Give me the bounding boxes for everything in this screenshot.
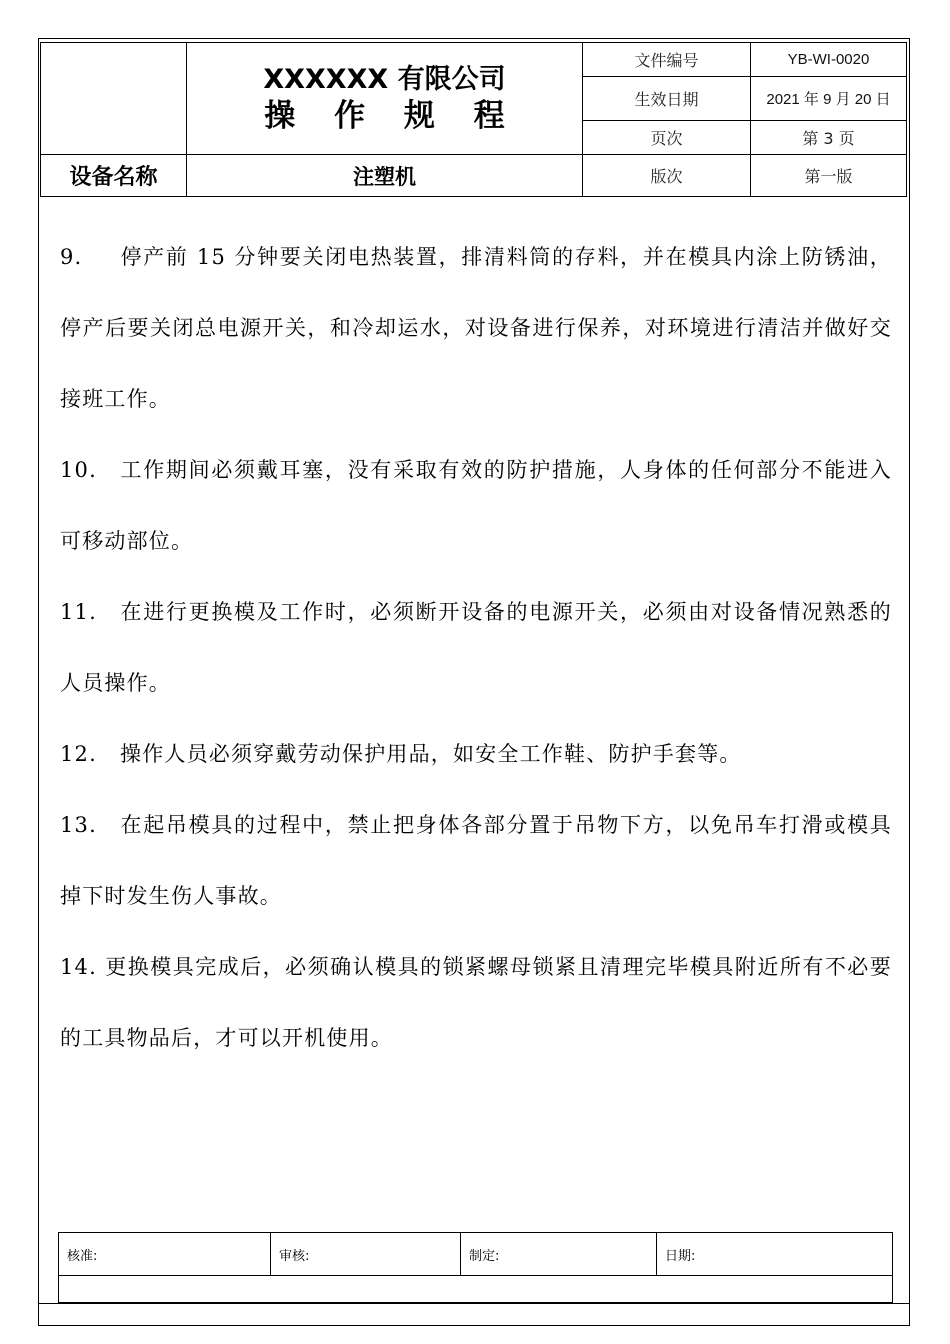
list-item [60, 932, 892, 1074]
approve-cell [59, 1233, 271, 1276]
item-number: 11. [60, 600, 97, 624]
logo-cell [41, 43, 187, 155]
item-number: 14. [60, 955, 97, 979]
equipment-label: 设备名称 [41, 155, 187, 197]
document-title: 操 作 规 程 [264, 97, 519, 134]
item-text: 停产前 15 分钟要关闭电热装置，排清料筒的存料，并在模具内涂上防锈油，停产后要关闭总电源开关，和冷却运水，对设备进行保养，对环境进行清洁并做好交接班工作。 [60, 245, 892, 411]
title-cell [187, 43, 583, 155]
file-number-value: YB-WI-0020 [751, 43, 907, 77]
signature-blank-row [59, 1276, 893, 1303]
date-label: 日期: [665, 1248, 696, 1264]
list-item [60, 435, 892, 577]
page-label: 页次 [583, 121, 751, 155]
item-text: 更换模具完成后，必须确认模具的锁紧螺母锁紧且清理完毕模具附近所有不必要的工具物品后，才可以开机使用。 [60, 955, 892, 1050]
item-number: 9. [60, 245, 83, 269]
list-item [60, 222, 892, 435]
review-label: 审核: [279, 1248, 310, 1264]
effective-date-label: 生效日期 [583, 77, 751, 121]
item-text: 在起吊模具的过程中，禁止把身体各部分置于吊物下方，以免吊车打滑或模具掉下时发生伤人事故。 [60, 813, 892, 908]
item-number: 10. [60, 458, 97, 482]
page-value: 第 3 页 [751, 121, 907, 155]
prepare-cell [461, 1233, 657, 1276]
company-name: XXXXXX 有限公司 [263, 63, 506, 95]
procedure-content [60, 222, 892, 1074]
equipment-name: 注塑机 [187, 155, 583, 197]
frame-bottom-rule [38, 1303, 910, 1304]
list-item [60, 577, 892, 719]
item-text: 工作期间必须戴耳塞，没有采取有效的防护措施，人身体的任何部分不能进入可移动部位。 [60, 458, 892, 553]
prepare-label: 制定: [469, 1248, 500, 1264]
signature-table [58, 1232, 893, 1303]
list-item [60, 790, 892, 932]
document-header-table [40, 42, 907, 197]
date-cell [657, 1233, 893, 1276]
version-value: 第一版 [751, 155, 907, 197]
item-text: 在进行更换模及工作时，必须断开设备的电源开关，必须由对设备情况熟悉的人员操作。 [60, 600, 892, 695]
list-item [60, 719, 892, 790]
item-number: 13. [60, 813, 97, 837]
item-number: 12. [60, 742, 97, 766]
effective-date-value: 2021 年 9 月 20 日 [751, 77, 907, 121]
version-label: 版次 [583, 155, 751, 197]
approve-label: 核准: [67, 1248, 98, 1264]
file-number-label: 文件编号 [583, 43, 751, 77]
review-cell [271, 1233, 461, 1276]
item-text: 操作人员必须穿戴劳动保护用品，如安全工作鞋、防护手套等。 [120, 742, 742, 766]
